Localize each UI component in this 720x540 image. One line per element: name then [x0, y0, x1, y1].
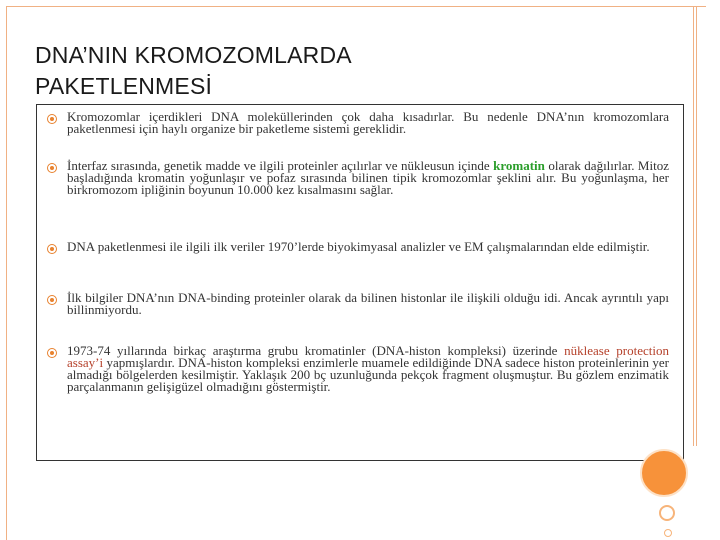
- bullet-text-2: [67, 160, 669, 196]
- circle-bullet-icon: [47, 295, 57, 305]
- bullet-text-4: İlk bilgiler DNA’nın DNA-binding proteinler olarak da bilinen histonlar ile ilişkili olduğu idi. Ancak ayrıntılı yapı billinmiyordu.: [67, 290, 669, 317]
- bullet-item-4: [47, 292, 669, 316]
- slide-title-line-2: PAKETLENMESİ: [35, 73, 213, 99]
- bullet-item-3: [47, 241, 669, 254]
- bullet-text-5: [67, 345, 669, 393]
- bullet-text-1: Kromozomlar içerdikleri DNA moleküllerinden çok daha kısadırlar. Bu nedenle DNA’nın kromozomlara paketlenmesi için haylı organize bir paketleme sistemi gereklidir.: [67, 109, 669, 136]
- circle-bullet-icon: [47, 163, 57, 173]
- circle-bullet-icon: [47, 348, 57, 358]
- bullet-text-5-before: 1973-74 yıllarında birkaç araştırma grubu kromatinler (DNA-histon kompleksi) üzerinde: [67, 343, 565, 358]
- bullet-item-1: [47, 111, 669, 135]
- frame-right-line-inner: [696, 6, 697, 446]
- frame-top-line: [6, 6, 706, 7]
- bullet-item-2: [47, 160, 669, 196]
- bullet-text-3: DNA paketlenmesi ile ilgili ilk veriler 1970’lerde biyokimyasal analizler ve EM çalışmalarından elde edilmiştir.: [67, 239, 650, 254]
- frame-right-line: [693, 6, 694, 446]
- content-box: [36, 104, 684, 461]
- kromatin-highlight: kromatin: [493, 158, 545, 173]
- circle-bullet-icon: [47, 244, 57, 254]
- bullet-text-5-after: yapmışlardır. DNA-histon kompleksi enzimlerle muamele edildiğinde DNA sadece histon proteinlerinin yer almadığı bölgelerden kesilmiştir. Yaklaşık 200 bç uzunluğunda pekçok fragment oluşmuştur. Bu gözlem enzimatik parçalanmanın gelişigüzel olmadığını göstermiştir.: [67, 355, 669, 394]
- circle-bullet-icon: [47, 114, 57, 124]
- slide-title: [35, 40, 595, 102]
- bullet-text-2-after: olarak dağılırlar. Mitoz başladığında kromatin yoğunlaşır ve pofaz sırasında bilinen tipik kromozomlar şeklini alır. Bu yoğunlaşma, her birkromozom ipliğinin boyunun 10.000 kez kısalmasını sağlar.: [67, 158, 669, 197]
- frame-left-line: [6, 6, 7, 540]
- decorative-tiny-circle: [664, 529, 672, 537]
- decorative-small-circle: [659, 505, 675, 521]
- decorative-large-circle: [640, 449, 688, 497]
- nuclease-assay-highlight: nüklease protection assay’i: [67, 343, 669, 370]
- bullet-text-2-before: İnterfaz sırasında, genetik madde ve ilgili proteinler açılırlar ve nükleusun içinde: [67, 158, 494, 173]
- slide-title-line-1: DNA’NIN KROMOZOMLARDA: [35, 42, 352, 68]
- bullet-item-5: [47, 345, 669, 393]
